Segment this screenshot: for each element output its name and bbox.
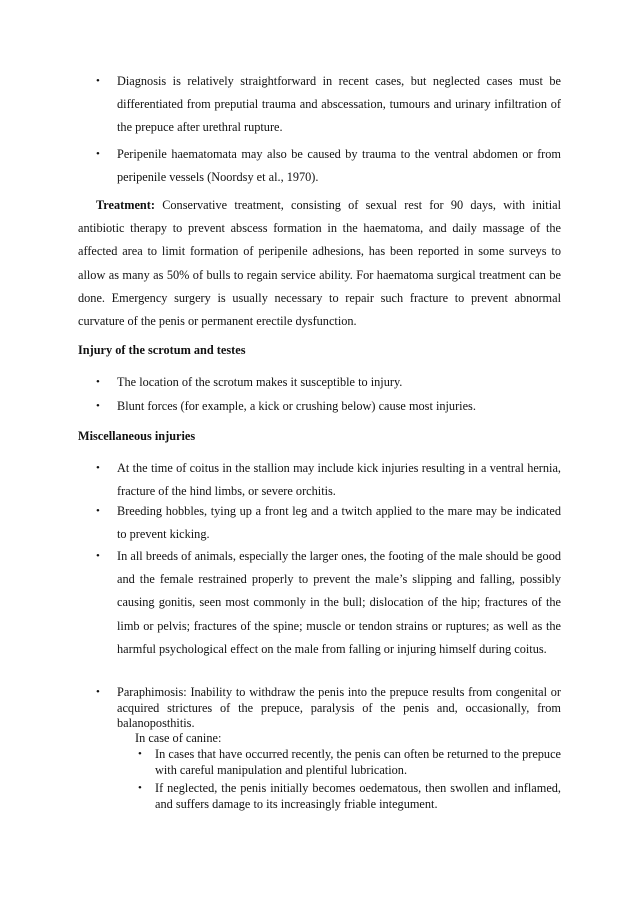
list-item: Diagnosis is relatively straightforward in recent cases, but neglected cases must be differentiated from preputial trauma and abscessation, tumours and urinary infiltration of the prepuce after urethral rupture.	[117, 74, 561, 135]
section-heading: Miscellaneous injuries	[78, 429, 196, 443]
list-item: The location of the scrotum makes it susceptible to injury.	[117, 375, 403, 389]
list-item: If neglected, the penis initially becomes oedematous, then swollen and inflamed, and suffers damage to its increasingly friable integument.	[155, 781, 561, 811]
bullet-icon: •	[96, 400, 100, 412]
bullet-icon: •	[96, 148, 100, 160]
bullet-icon: •	[96, 686, 100, 698]
list-item: In all breeds of animals, especially the larger ones, the footing of the male should be good and the female restrained properly to prevent the male’s slipping and falling, possibly causing gonitis, seen most commonly in the bull; dislocation of the hip; fractures of the limb or pelvis; fractures of the spine; muscle or tendon strains or ruptures; as well as the harmful psychological effect on the male from falling or injuring himself during coitus.	[117, 549, 561, 656]
treatment-label: Treatment:	[96, 198, 155, 212]
treatment-text: Conservative treatment, consisting of sexual rest for 90 days, with initial antibiotic therapy to prevent abscess formation in the haematoma, and daily massage of the affected area to limit formation of peripenile adhesions, has been reported in some surveys to allow as many as 50% of bulls to regain service ability. For haematoma surgical treatment can be done. Emergency surgery is usually necessary to repair such fracture to prevent abnormal curvature of the penis or permanent erectile dysfunction.	[78, 198, 561, 329]
bullet-icon: •	[96, 550, 100, 562]
canine-intro: In case of canine:	[135, 731, 222, 745]
bullet-icon: •	[96, 462, 100, 474]
list-item: Breeding hobbles, tying up a front leg and a twitch applied to the mare may be indicated to prevent kicking.	[117, 504, 561, 542]
bullet-icon: •	[138, 748, 142, 760]
list-item: At the time of coitus in the stallion may include kick injuries resulting in a ventral hernia, fracture of the hind limbs, or severe orchitis.	[117, 461, 561, 499]
bullet-icon: •	[96, 75, 100, 87]
section-heading: Injury of the scrotum and testes	[78, 343, 246, 357]
list-item: Paraphimosis: Inability to withdraw the penis into the prepuce results from congenital or acquired strictures of the prepuce, paralysis of the penis and, occasionally, from balanoposthitis.	[117, 685, 561, 731]
bullet-icon: •	[96, 505, 100, 517]
bullet-icon: •	[138, 782, 142, 794]
bullet-icon: •	[96, 376, 100, 388]
list-item: In cases that have occurred recently, the penis can often be returned to the prepuce with careful manipulation and plentiful lubrication.	[155, 747, 561, 777]
list-item: Peripenile haematomata may also be caused by trauma to the ventral abdomen or from peripenile vessels (Noordsy et al., 1970).	[117, 147, 561, 185]
treatment-paragraph	[78, 194, 561, 333]
list-item: Blunt forces (for example, a kick or crushing below) cause most injuries.	[117, 399, 476, 413]
